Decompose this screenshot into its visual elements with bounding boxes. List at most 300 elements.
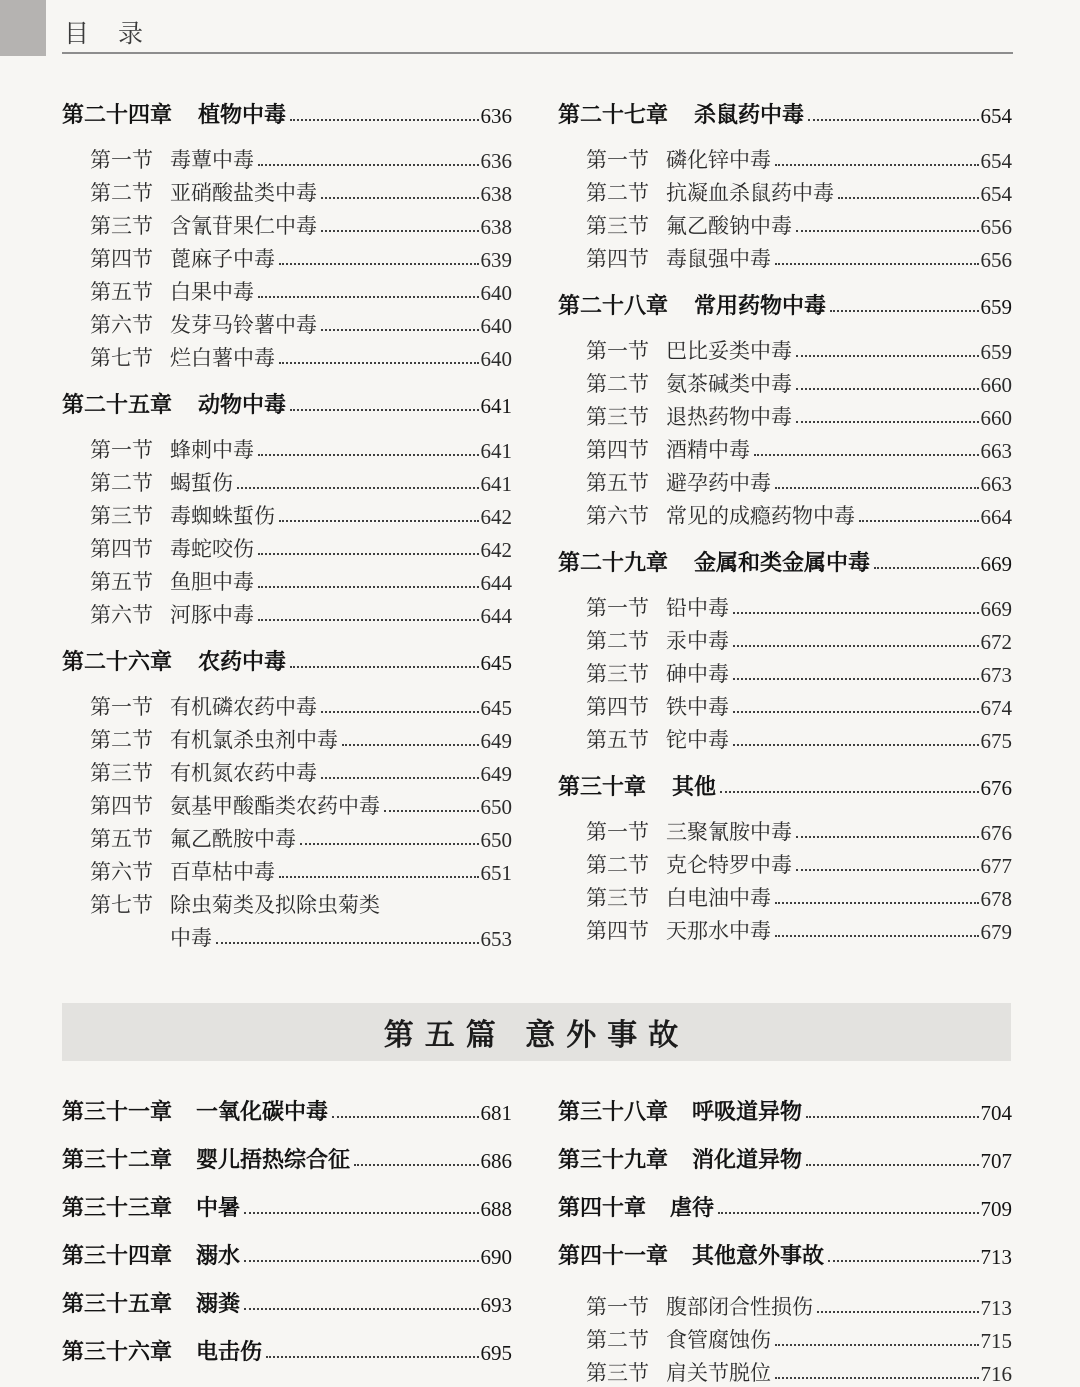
toc-section-entry — [62, 273, 512, 306]
toc-chapter-entry — [62, 97, 512, 129]
dot-leader — [830, 310, 978, 312]
page-number: 636 — [480, 104, 512, 128]
section-title: 磷化锌中毒 — [666, 148, 771, 172]
chapter-title: 一氧化碳中毒 — [196, 1099, 329, 1124]
toc-section-entry-wrapped-line2 — [62, 919, 512, 952]
dot-leader — [796, 355, 979, 357]
page-number: 674 — [980, 696, 1012, 720]
section-label: 第五节 — [586, 728, 649, 752]
toc-left-column — [62, 84, 512, 952]
toc-section-entry — [62, 530, 512, 563]
page-number: 693 — [480, 1293, 512, 1317]
page-number: 715 — [980, 1329, 1012, 1353]
page-number: 672 — [980, 630, 1012, 654]
dot-leader — [718, 1212, 978, 1214]
toc-section-entry — [62, 141, 512, 174]
page-number: 644 — [480, 604, 512, 628]
page-number: 645 — [480, 651, 512, 675]
dot-leader — [279, 876, 479, 878]
section-label: 第三节 — [586, 886, 649, 910]
page-number: 645 — [480, 696, 512, 720]
chapter-title: 电击伤 — [196, 1339, 263, 1364]
page-number: 663 — [980, 439, 1012, 463]
section-label: 第六节 — [90, 313, 153, 337]
page-number: 649 — [480, 729, 512, 753]
page-number: 679 — [980, 920, 1012, 944]
chapter-title: 溺水 — [196, 1243, 241, 1268]
section-label: 第六节 — [586, 504, 649, 528]
toc-chapter-entry — [62, 1336, 512, 1366]
dot-leader — [733, 711, 979, 713]
chapter-label: 第二十七章 — [558, 102, 669, 127]
toc-chapter-entry — [558, 545, 1012, 577]
dot-leader — [806, 1164, 978, 1166]
page-number: 713 — [980, 1296, 1012, 1320]
page-number: 676 — [980, 821, 1012, 845]
toc-section-entry — [558, 721, 1012, 754]
section-title: 烂白薯中毒 — [170, 346, 275, 370]
page-number: 688 — [480, 1197, 512, 1221]
dot-leader — [796, 421, 979, 423]
toc-chapter-entry — [558, 1144, 1012, 1174]
section-title: 蜂刺中毒 — [170, 438, 254, 462]
page-number: 686 — [480, 1149, 512, 1173]
toc-section-entry — [558, 464, 1012, 497]
toc-chapter-entry — [558, 97, 1012, 129]
section-label: 第五节 — [90, 827, 153, 851]
dot-leader — [775, 263, 979, 265]
section-label: 第三节 — [90, 761, 153, 785]
toc-section-entry — [62, 497, 512, 530]
dot-leader — [720, 791, 978, 793]
toc-section-entry — [62, 820, 512, 853]
section-title: 含氰苷果仁中毒 — [170, 214, 317, 238]
section-title: 铅中毒 — [666, 596, 729, 620]
chapter-title: 中暑 — [196, 1195, 241, 1220]
section-label: 第四节 — [586, 695, 649, 719]
section-title: 除虫菊类及拟除虫菊类 — [170, 893, 380, 917]
section-title: 毒蕈中毒 — [170, 148, 254, 172]
dot-leader — [775, 935, 979, 937]
dot-leader — [384, 810, 479, 812]
page-number: 642 — [480, 505, 512, 529]
section-label: 第一节 — [586, 339, 649, 363]
page-number: 638 — [480, 215, 512, 239]
section-title: 腹部闭合性损伤 — [666, 1295, 813, 1319]
chapter-label: 第二十八章 — [558, 293, 669, 318]
page-number: 639 — [480, 248, 512, 272]
chapter-title: 溺粪 — [196, 1291, 241, 1316]
section-title: 抗凝血杀鼠药中毒 — [666, 181, 834, 205]
section-title: 鱼胆中毒 — [170, 570, 254, 594]
dot-leader — [775, 1377, 979, 1379]
section-label: 第一节 — [90, 695, 153, 719]
section-title: 氨茶碱类中毒 — [666, 372, 792, 396]
chapter-label: 第四十章 — [558, 1195, 647, 1220]
dot-leader — [290, 119, 478, 121]
page-number: 638 — [480, 182, 512, 206]
toc-section-entry — [558, 398, 1012, 431]
section-title: 发芽马铃薯中毒 — [170, 313, 317, 337]
chapter-title: 虐待 — [670, 1195, 715, 1220]
section-title: 白电油中毒 — [666, 886, 771, 910]
toc-subsection-group — [558, 1288, 1012, 1387]
section-title: 巴比妥类中毒 — [666, 339, 792, 363]
toc-chapter-entry — [558, 769, 1012, 801]
part-divider-banner — [62, 1003, 1011, 1061]
toc-section-entry — [62, 596, 512, 629]
section-label: 第一节 — [586, 1295, 649, 1319]
page-number: 659 — [980, 295, 1012, 319]
section-title: 河豚中毒 — [170, 603, 254, 627]
dot-leader — [321, 329, 479, 331]
chapter-label: 第三十六章 — [62, 1339, 173, 1364]
page-number: 707 — [980, 1149, 1012, 1173]
toc-chapter-entry — [62, 1240, 512, 1270]
toc-upper-area — [62, 84, 1012, 952]
dot-leader — [321, 197, 479, 199]
section-label: 第七节 — [90, 346, 153, 370]
dot-leader — [258, 553, 479, 555]
toc-section-entry — [558, 879, 1012, 912]
dot-leader — [796, 836, 979, 838]
toc-chapter-entry — [62, 1096, 512, 1126]
section-label: 第二节 — [90, 471, 153, 495]
toc-chapter-entry — [62, 1144, 512, 1174]
section-label: 第二节 — [586, 853, 649, 877]
page-number: 660 — [980, 406, 1012, 430]
page-number: 649 — [480, 762, 512, 786]
chapter-label: 第三十五章 — [62, 1291, 173, 1316]
dot-leader — [733, 744, 979, 746]
section-label: 第四节 — [586, 438, 649, 462]
chapter-label: 第三十三章 — [62, 1195, 173, 1220]
section-label: 第六节 — [90, 860, 153, 884]
toc-section-entry — [558, 813, 1012, 846]
page-number: 642 — [480, 538, 512, 562]
dot-leader — [266, 1356, 478, 1358]
page-number: 654 — [980, 149, 1012, 173]
page-number: 650 — [480, 795, 512, 819]
section-title: 退热药物中毒 — [666, 405, 792, 429]
page-number: 656 — [980, 215, 1012, 239]
scan-corner-block — [0, 0, 46, 56]
section-title: 三聚氰胺中毒 — [666, 820, 792, 844]
page-number: 673 — [980, 663, 1012, 687]
chapter-title: 动物中毒 — [198, 392, 287, 417]
toc-section-entry — [558, 174, 1012, 207]
section-title: 砷中毒 — [666, 662, 729, 686]
section-title: 有机氮农药中毒 — [170, 761, 317, 785]
dot-leader — [775, 902, 979, 904]
dot-leader — [796, 388, 979, 390]
toc-section-entry — [558, 912, 1012, 945]
page-number: 636 — [480, 149, 512, 173]
section-label: 第六节 — [90, 603, 153, 627]
section-title: 肩关节脱位 — [666, 1361, 771, 1385]
toc-chapter-entry — [558, 288, 1012, 320]
section-title: 克仑特罗中毒 — [666, 853, 792, 877]
dot-leader — [258, 586, 479, 588]
section-title: 天那水中毒 — [666, 919, 771, 943]
section-label: 第一节 — [90, 438, 153, 462]
toc-section-entry — [558, 332, 1012, 365]
toc-section-entry-wrapped-line1 — [62, 886, 512, 919]
page-number: 641 — [480, 472, 512, 496]
toc-section-entry — [558, 846, 1012, 879]
toc-section-entry — [62, 787, 512, 820]
page-number: 669 — [980, 552, 1012, 576]
page-number: 669 — [980, 597, 1012, 621]
toc-section-entry — [558, 240, 1012, 273]
section-title: 蓖麻子中毒 — [170, 247, 275, 271]
section-title: 亚硝酸盐类中毒 — [170, 181, 317, 205]
section-title: 百草枯中毒 — [170, 860, 275, 884]
section-label: 第三节 — [90, 214, 153, 238]
toc-section-entry — [558, 1354, 1012, 1387]
dot-leader — [216, 942, 479, 944]
page-number: 660 — [980, 373, 1012, 397]
toc-section-entry — [558, 1288, 1012, 1321]
dot-leader — [300, 843, 479, 845]
section-label: 第五节 — [90, 280, 153, 304]
toc-left-column-bottom — [62, 1096, 512, 1387]
section-label: 第三节 — [586, 1361, 649, 1385]
section-label: 第二节 — [90, 181, 153, 205]
toc-section-entry — [558, 622, 1012, 655]
toc-right-column — [558, 84, 1012, 952]
dot-leader — [258, 454, 479, 456]
chapter-title: 常用药物中毒 — [694, 293, 827, 318]
toc-section-entry — [62, 431, 512, 464]
toc-right-column-bottom — [558, 1096, 1012, 1387]
page-number: 644 — [480, 571, 512, 595]
page-number: 676 — [980, 776, 1012, 800]
section-title: 铊中毒 — [666, 728, 729, 752]
toc-section-entry — [62, 306, 512, 339]
chapter-title: 金属和类金属中毒 — [694, 550, 871, 575]
page-number: 640 — [480, 314, 512, 338]
section-title: 毒蛇咬伤 — [170, 537, 254, 561]
toc-section-entry — [558, 1321, 1012, 1354]
dot-leader — [279, 362, 479, 364]
chapter-title: 植物中毒 — [198, 102, 287, 127]
section-title: 铁中毒 — [666, 695, 729, 719]
toc-section-entry — [62, 240, 512, 273]
dot-leader — [733, 645, 979, 647]
section-label: 第二节 — [586, 181, 649, 205]
section-title: 氟乙酰胺中毒 — [170, 827, 296, 851]
chapter-title: 其他 — [672, 774, 717, 799]
chapter-title: 呼吸道异物 — [692, 1099, 803, 1124]
toc-section-entry — [558, 655, 1012, 688]
page-number: 663 — [980, 472, 1012, 496]
section-label: 第五节 — [586, 471, 649, 495]
chapter-label: 第三十四章 — [62, 1243, 173, 1268]
toc-section-entry — [62, 207, 512, 240]
chapter-label: 第二十四章 — [62, 102, 173, 127]
part-title: 第五篇 意外事故 — [383, 1019, 690, 1052]
section-title: 酒精中毒 — [666, 438, 750, 462]
section-label: 第二节 — [90, 728, 153, 752]
toc-section-entry — [62, 563, 512, 596]
section-label: 第三节 — [586, 405, 649, 429]
page-number: 651 — [480, 861, 512, 885]
toc-section-entry — [62, 754, 512, 787]
chapter-label: 第三十章 — [558, 774, 647, 799]
section-title: 氟乙酸钠中毒 — [666, 214, 792, 238]
dot-leader — [838, 197, 979, 199]
dot-leader — [321, 777, 479, 779]
dot-leader — [244, 1308, 478, 1310]
section-title: 毒鼠强中毒 — [666, 247, 771, 271]
dot-leader — [258, 619, 479, 621]
toc-section-entry — [62, 464, 512, 497]
toc-section-entry — [62, 174, 512, 207]
chapter-title: 杀鼠药中毒 — [694, 102, 805, 127]
dot-leader — [332, 1116, 478, 1118]
section-label: 第四节 — [586, 919, 649, 943]
page-number: 659 — [980, 340, 1012, 364]
page-number: 695 — [480, 1341, 512, 1365]
section-label: 第七节 — [90, 893, 153, 917]
page-number: 653 — [480, 927, 512, 951]
chapter-label: 第三十二章 — [62, 1147, 173, 1172]
page-number: 656 — [980, 248, 1012, 272]
chapter-label: 第二十六章 — [62, 649, 173, 674]
section-title: 有机氯杀虫剂中毒 — [170, 728, 338, 752]
chapter-title: 农药中毒 — [198, 649, 287, 674]
dot-leader — [775, 1344, 979, 1346]
page-number: 677 — [980, 854, 1012, 878]
toc-section-entry — [558, 589, 1012, 622]
dot-leader — [806, 1116, 978, 1118]
section-title-continuation: 中毒 — [170, 926, 212, 950]
toc-chapter-entry — [62, 644, 512, 676]
chapter-label: 第二十五章 — [62, 392, 173, 417]
dot-leader — [290, 666, 478, 668]
dot-leader — [796, 869, 979, 871]
section-label: 第二节 — [586, 1328, 649, 1352]
page-number: 654 — [980, 182, 1012, 206]
dot-leader — [321, 230, 479, 232]
toc-chapter-entry — [62, 1192, 512, 1222]
toc-section-entry — [558, 365, 1012, 398]
section-label: 第四节 — [90, 794, 153, 818]
section-label: 第五节 — [90, 570, 153, 594]
toc-chapter-entry — [558, 1192, 1012, 1222]
dot-leader — [796, 230, 979, 232]
toc-section-entry — [558, 207, 1012, 240]
page-number: 650 — [480, 828, 512, 852]
dot-leader — [775, 164, 979, 166]
section-title: 汞中毒 — [666, 629, 729, 653]
section-label: 第三节 — [90, 504, 153, 528]
page-title: 目 录 — [64, 20, 146, 48]
dot-leader — [258, 296, 479, 298]
page-number: 709 — [980, 1197, 1012, 1221]
section-label: 第一节 — [90, 148, 153, 172]
chapter-title: 其他意外事故 — [692, 1243, 825, 1268]
header-rule — [62, 52, 1013, 54]
toc-section-entry — [62, 339, 512, 372]
section-label: 第一节 — [586, 820, 649, 844]
toc-chapter-entry — [558, 1240, 1012, 1270]
chapter-label: 第三十一章 — [62, 1099, 173, 1124]
section-title: 食管腐蚀伤 — [666, 1328, 771, 1352]
section-label: 第四节 — [90, 537, 153, 561]
toc-chapter-entry — [62, 1288, 512, 1318]
section-label: 第四节 — [90, 247, 153, 271]
dot-leader — [244, 1212, 478, 1214]
page-number: 678 — [980, 887, 1012, 911]
section-title: 氨基甲酸酯类农药中毒 — [170, 794, 380, 818]
page-number: 716 — [980, 1362, 1012, 1386]
dot-leader — [354, 1164, 478, 1166]
section-label: 第一节 — [586, 596, 649, 620]
section-title: 避孕药中毒 — [666, 471, 771, 495]
dot-leader — [754, 454, 979, 456]
dot-leader — [733, 612, 979, 614]
section-title: 常见的成瘾药物中毒 — [666, 504, 855, 528]
toc-chapter-entry — [62, 387, 512, 419]
dot-leader — [828, 1260, 978, 1262]
chapter-label: 第二十九章 — [558, 550, 669, 575]
toc-chapter-entry — [558, 1096, 1012, 1126]
page-number: 641 — [480, 439, 512, 463]
page-number: 681 — [480, 1101, 512, 1125]
page-number: 690 — [480, 1245, 512, 1269]
dot-leader — [237, 487, 479, 489]
toc-section-entry — [62, 853, 512, 886]
section-title: 毒蜘蛛蜇伤 — [170, 504, 275, 528]
page-number: 640 — [480, 281, 512, 305]
section-label: 第三节 — [586, 662, 649, 686]
page-number: 654 — [980, 104, 1012, 128]
dot-leader — [874, 567, 978, 569]
section-title: 蝎蜇伤 — [170, 471, 233, 495]
dot-leader — [775, 487, 979, 489]
page-number: 664 — [980, 505, 1012, 529]
chapter-title: 婴儿捂热综合征 — [196, 1147, 351, 1172]
toc-lower-area — [62, 1096, 1012, 1387]
dot-leader — [817, 1311, 979, 1313]
page-number: 704 — [980, 1101, 1012, 1125]
dot-leader — [859, 520, 979, 522]
toc-section-entry — [62, 688, 512, 721]
dot-leader — [279, 263, 479, 265]
toc-section-entry — [558, 497, 1012, 530]
toc-section-entry — [558, 431, 1012, 464]
dot-leader — [279, 520, 479, 522]
toc-section-entry — [558, 141, 1012, 174]
dot-leader — [244, 1260, 478, 1262]
toc-section-entry — [558, 688, 1012, 721]
dot-leader — [258, 164, 479, 166]
page-number: 640 — [480, 347, 512, 371]
page-number: 675 — [980, 729, 1012, 753]
section-label: 第二节 — [586, 372, 649, 396]
section-label: 第四节 — [586, 247, 649, 271]
dot-leader — [342, 744, 479, 746]
dot-leader — [290, 409, 478, 411]
page-number: 713 — [980, 1245, 1012, 1269]
section-title: 有机磷农药中毒 — [170, 695, 317, 719]
toc-section-entry — [62, 721, 512, 754]
chapter-title: 消化道异物 — [692, 1147, 803, 1172]
section-label: 第一节 — [586, 148, 649, 172]
section-title: 白果中毒 — [170, 280, 254, 304]
